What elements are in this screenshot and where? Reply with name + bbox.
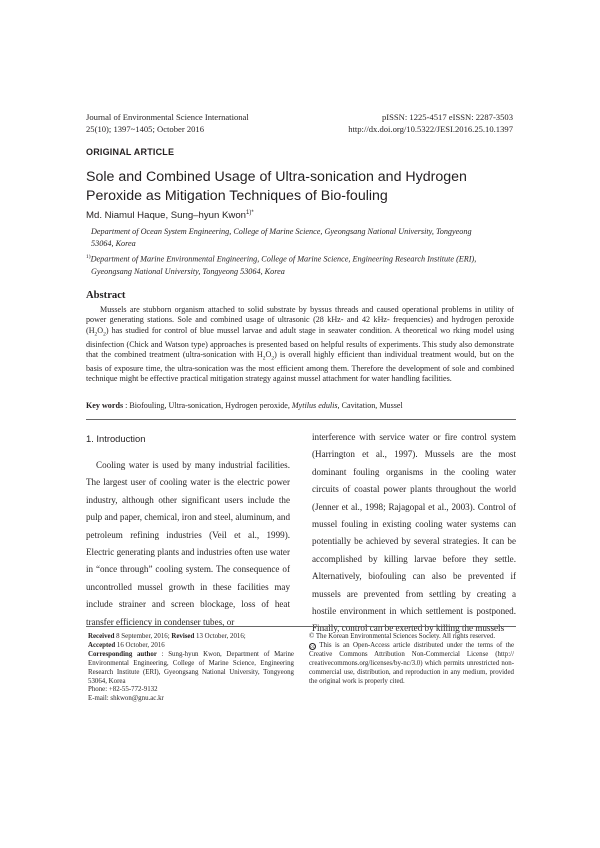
article-title [86, 168, 526, 206]
creative-commons-icon: cc [310, 644, 315, 650]
affiliation-1 [86, 226, 518, 251]
abstract-part: ) has studied for control of blue mussel larvae and adult stage in seawater condition. A theoretical wo rking model using disinfection (Chick and Watson type) approaches is presented based on helpful results of experiments. This study also demonstrate that the combined treatment (ultra-sonication with H [86, 325, 514, 359]
authors: Md. Niamul Haque, Sung–hyun Kwon [86, 210, 246, 222]
abstract-part: O [97, 325, 104, 335]
keywords-text: Biofouling, Ultra-sonication, Hydrogen peroxide, [129, 401, 292, 410]
received-date: 8 September, 2016; [114, 633, 172, 640]
author-list [86, 210, 254, 221]
body-column-right [312, 429, 516, 638]
subscript: 2 [262, 355, 266, 362]
abstract-heading: Abstract [86, 290, 126, 301]
received-label: Received [88, 633, 115, 640]
copyright-text: The Korean Environmental Sciences Society. All rights reserved. [314, 633, 496, 640]
paragraph: Cooling water is used by many industrial facilities. The largest user of cooling water is the electric power industry, although other significant users include the pulp and paper, chemical, iron and steel, aluminum, and petroleum refining industries (Veil et al., 1999). Electric generating plants and industries often use water in “once through” cooling system. The consequence of uncontrolled mussel growth in these facilities may include strainer and screen blockage, loss of heat transfer efficiency in condenser tubes, or [86, 460, 290, 627]
article-history [88, 633, 294, 704]
subscript: 2 [271, 355, 275, 362]
aff2-line1: Department of Marine Environmental Engineering, College of Marine Science, Engineering Research Institute (ERI), [90, 254, 477, 264]
paragraph: interference with service water or fire control system (Harrington et al., 1997). Mussels are the most dominant fouling organisms in the cooling water circuits of coastal power plants throughout the world (Jenner et al., 1998; Rajagopal et al., 2003). Control of mussel fouling in existing cooling water systems can potentially be achieved by several strategies. It can be accomplished by killing larvae before they settle. Alternatively, biofouling can also be prevented if mussels are prevented from settling by creating a hostile environment in which settlement is postponed. Finally, control can be exerted by killing the mussels [312, 432, 516, 634]
abstract-text [86, 305, 514, 385]
keywords-separator: : [123, 401, 130, 410]
subscript: 2 [94, 331, 98, 338]
accepted-label: Accepted [88, 641, 116, 649]
abstract-part: Mussels are stubborn organism attached to solid substrate by byssus threads and caused operational problems in utility of power generating stations. Sole and combined usage of ultrasonic (28 kHz- and 42 kHz- frequencies) and hydrogen peroxide (H [86, 305, 514, 335]
subscript: 2 [103, 331, 106, 338]
license-text: This is an Open-Access article distributed under the terms of the Creative Commons Attribution Non-Commercial License (http:// creativecommons.org/licenses/by-nc/3.0) which permits unrestricted non-commercial use, distribution, and reproduction in any medium, provided the original work is properly cited. [309, 641, 514, 685]
section-heading-introduction: 1. Introduction [86, 433, 146, 444]
issn-info [348, 111, 513, 135]
keywords-label: Key words [86, 401, 124, 410]
aff2-line2: Gyeongsang National University, Tongyeong 53064, Korea [91, 267, 285, 277]
abstract-part: ) is overall highly efficient than individual treatment would, but on the basis of exposure time, the ultra-sonication was the most efficient among them. Therefore the development of sole and combined technique might be effective practical mitigation strategy against mussel attachment for water handling facilities. [86, 349, 514, 384]
aff1-line1: Department of Ocean System Engineering, College of Marine Science, Gyeongsang National University, Tongyeong [91, 227, 472, 236]
journal-info [86, 111, 249, 135]
section-divider [86, 419, 516, 420]
journal-name: Journal of Environmental Science International [86, 112, 249, 122]
title-line-1: Sole and Combined Usage of Ultra-sonication and Hydrogen [86, 169, 467, 185]
license-info [309, 633, 514, 686]
revised-date: 13 October, 2016; [194, 633, 246, 640]
email[interactable]: E-mail: shkwon@gnu.ac.kr [88, 695, 164, 703]
keywords-text: , Cavitation, Mussel [337, 401, 403, 410]
keywords [86, 401, 516, 410]
article-type: ORIGINAL ARTICLE [86, 147, 175, 157]
revised-label: Revised [171, 633, 195, 640]
journal-citation: 25(10); 1397~1405; October 2016 [86, 124, 205, 134]
corresponding-author-label: Corresponding author [88, 650, 157, 658]
copyright-icon: © [309, 633, 315, 640]
issn: pISSN: 1225-4517 eISSN: 2287-3503 [381, 112, 513, 122]
phone: Phone: +82-55-772-9132 [88, 686, 158, 694]
aff1-line2: 53064, Korea [91, 239, 136, 249]
keywords-species: Mytilus edulis [291, 401, 338, 410]
abstract-part: O [265, 349, 272, 359]
title-line-2: Peroxide as Mitigation Techniques of Bio-fouling [86, 188, 388, 204]
corresponding-author-text: : Sung-hyun Kwon, Department of Marine Environmental Engineering, College of Marine Science, Engineering Research Institute (ERI), Gyeongsang National University, Tongyeong 53064, Korea [88, 650, 294, 685]
body-column-left [86, 457, 290, 631]
doi-link[interactable]: http://dx.doi.org/10.5322/JESI.2016.25.10.1397 [348, 124, 513, 134]
author-superscript: 1)* [246, 210, 254, 216]
affiliation-2 [86, 251, 518, 279]
footnote-divider [86, 626, 516, 627]
accepted-date: 16 October, 2016 [115, 641, 165, 649]
aff2-superscript: 1) [86, 254, 91, 260]
